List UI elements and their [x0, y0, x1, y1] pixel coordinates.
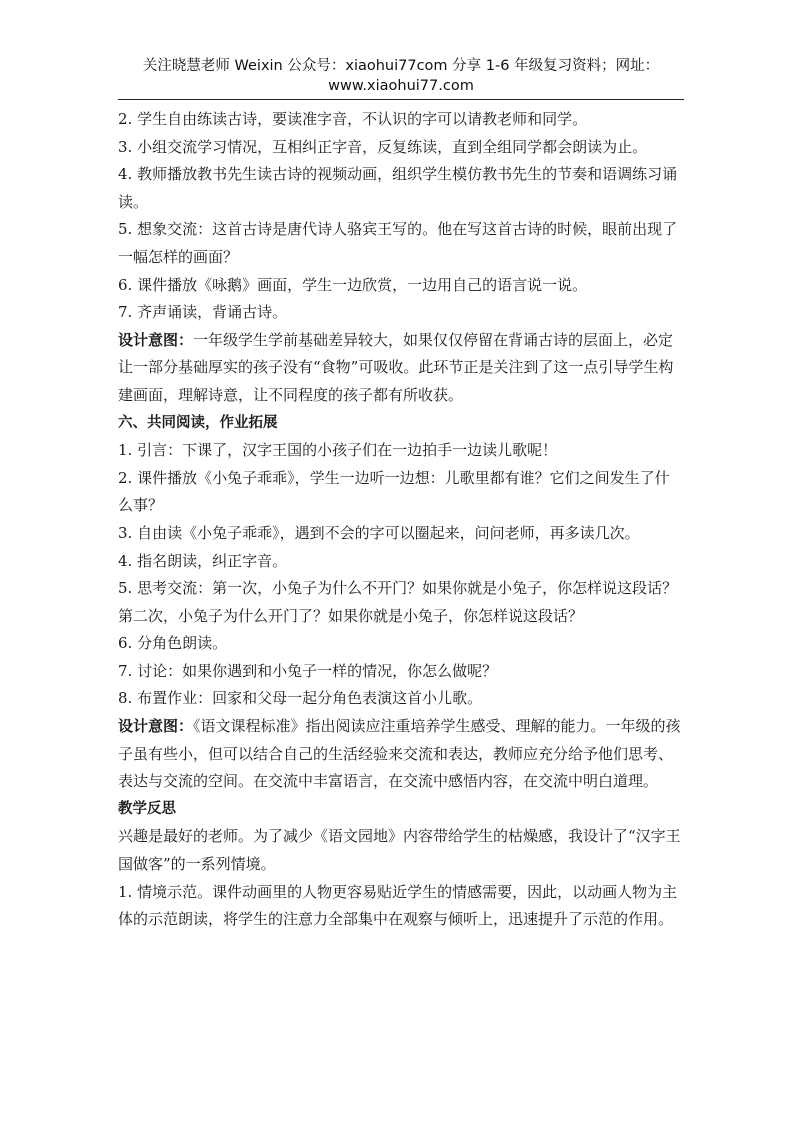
section-heading: 六、共同阅读，作业拓展: [118, 414, 278, 431]
body-paragraph: 1. 引言：下课了，汉字王国的小孩子们在一边拍手一边读儿歌呢！: [118, 441, 558, 460]
body-paragraph: 5. 想象交流：这首古诗是唐代诗人骆宾王写的。他在写这首古诗的时候，眼前出现了一幅怎样的画面？: [118, 220, 678, 266]
body-paragraph: 6. 分角色朗读。: [118, 634, 228, 653]
body-paragraph: 4. 指名朗读，纠正字音。: [118, 551, 288, 570]
body-paragraph: 兴趣是最好的老师。为了减少《语文园地》内容带给学生的枯燥感，我设计了“汉字王国做客”的一系列情境。: [118, 827, 681, 874]
body-paragraph: 8. 布置作业：回家和父母一起分角色表演这首小儿歌。: [118, 689, 483, 708]
document-body: [118, 106, 684, 934]
body-paragraph: 3. 自由读《小兔子乖乖》，遇到不会的字可以圈起来，问问老师，再多读几次。: [118, 523, 640, 542]
section-heading: 教学反思: [118, 800, 176, 817]
body-paragraph: 6. 课件播放《咏鹅》画面，学生一边欣赏，一边用自己的语言说一说。: [118, 275, 588, 294]
design-intent-paragraph: [118, 327, 684, 410]
header-line-1: 关注晓慧老师 Weixin 公众号：xiaohui77com 分享 1-6 年级复习资料；网址：: [142, 58, 660, 74]
body-paragraph: 7. 讨论：如果你遇到和小兔子一样的情况，你怎么做呢？: [118, 661, 498, 680]
page-header: [118, 56, 684, 100]
design-intent-text: 《语文课程标准》指出阅读应注重培养学生感受、理解的能力。一年级的孩子虽有些小，但可以结合自己的生活经验来交流和表达，教师应充分给予他们思考、表达与交流的空间。在交流中丰富语言，在交流中感悟内容，在交流中明白道理。: [118, 717, 681, 791]
body-paragraph: 1. 情境示范。课件动画里的人物更容易贴近学生的情感需要，因此，以动画人物为主体的示范朗读，将学生的注意力全部集中在观察与倾听上，迅速提升了示范的作用。: [118, 882, 678, 929]
header-url: www.xiaohui77.com: [328, 78, 474, 94]
body-paragraph: 3. 小组交流学习情况，互相纠正字音，反复练读，直到全组同学都会朗读为止。: [118, 137, 648, 156]
body-paragraph: 4. 教师播放教书先生读古诗的视频动画，组织学生模仿教书先生的节奏和语调练习诵读。: [118, 165, 678, 211]
body-paragraph: 2. 课件播放《小兔子乖乖》，学生一边听一边想：儿歌里都有谁？它们之间发生了什么事？: [118, 468, 670, 515]
document-page: [118, 56, 684, 934]
body-paragraph: 7. 齐声诵读，背诵古诗。: [118, 303, 288, 322]
body-paragraph: 2. 学生自由练读古诗，要读准字音，不认识的字可以请教老师和同学。: [118, 110, 588, 128]
design-intent-label: 设计意图：: [118, 330, 194, 349]
design-intent-label: 设计意图：: [118, 717, 194, 736]
design-intent-paragraph: [118, 713, 684, 796]
design-intent-text: 一年级学生学前基础差异较大，如果仅仅停留在背诵古诗的层面上，必定让一部分基础厚实的孩子没有“食物”可吸收。此环节正是关注到了这一点引导学生构建画面，理解诗意，让不同程度的孩子都有所收获。: [118, 330, 674, 404]
body-paragraph: 5. 思考交流：第一次，小兔子为什么不开门？如果你就是小兔子，你怎样说这段话？第二次，小兔子为什么开门了？如果你就是小兔子，你怎样说这段话？: [118, 579, 678, 625]
